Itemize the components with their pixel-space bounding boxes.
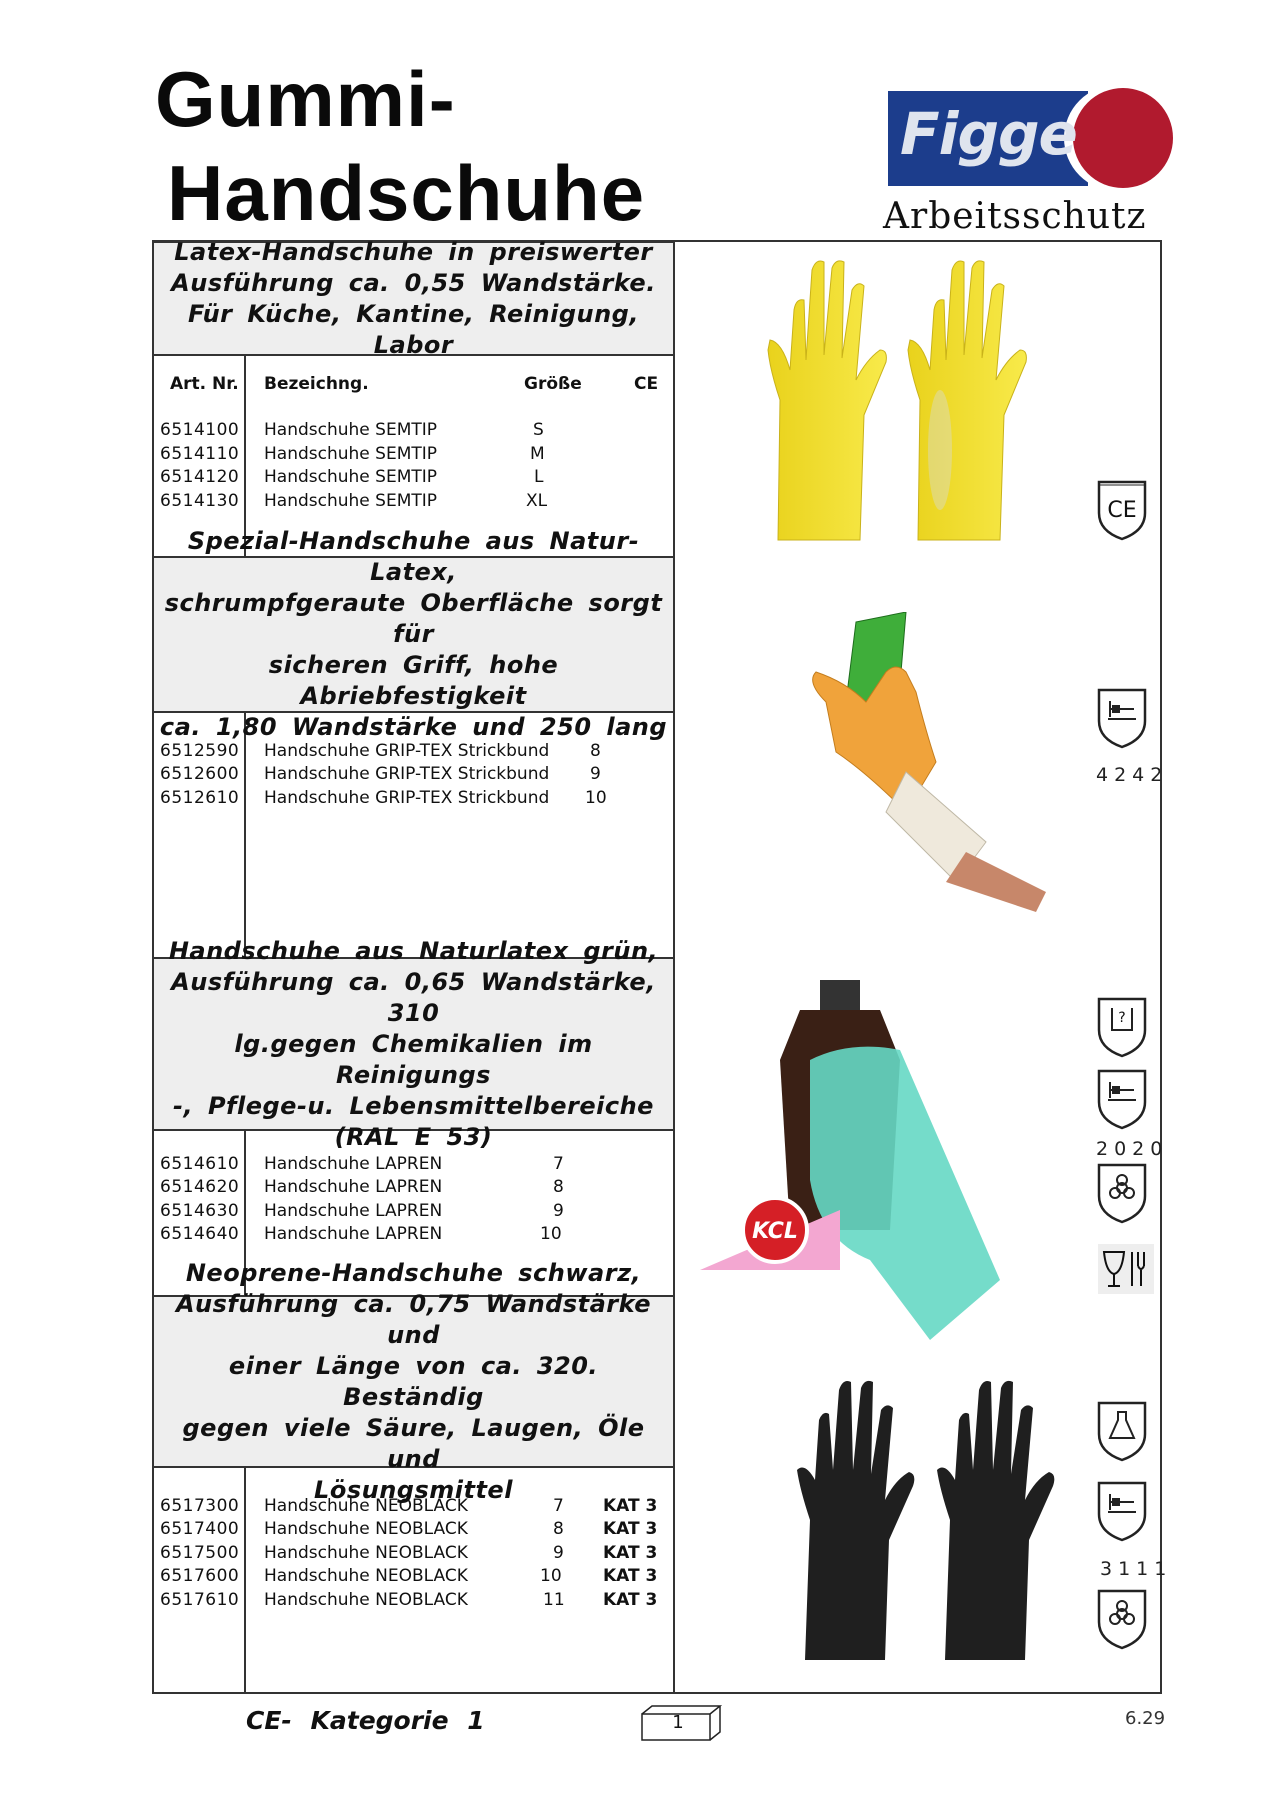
header-line: Ausführung ca. 0,55 Wandstärke.: [171, 268, 656, 297]
col-name: Bezeichng.: [264, 374, 369, 394]
lapren-glove-image: [700, 980, 1020, 1340]
table-row: 6517600 Handschuhe NEOBLACK 10 KAT 3: [160, 1566, 658, 1586]
mechanical-hazard-icon: [1096, 687, 1148, 749]
logo-brand: Figge: [900, 100, 1077, 168]
page-title: [155, 52, 645, 240]
section-header-griptex: [154, 527, 673, 741]
table-row: 6514640 Handschuhe LAPREN 10: [160, 1224, 562, 1244]
col-ce: CE: [634, 374, 659, 394]
table-row: 6514610 Handschuhe LAPREN 7: [160, 1154, 564, 1174]
table-row: 6512600 Handschuhe GRIP-TEX Strickbund 9: [160, 764, 601, 784]
header-line: schrumpfgeraute Oberfläche sorgt für: [164, 589, 663, 648]
biohazard-icon: [1096, 1162, 1148, 1224]
header-line: -, Pflege-u. Lebensmittelbereiche: [173, 1091, 654, 1120]
ce-category-label: CE- Kategorie 1: [246, 1706, 485, 1735]
header-line: Latex-Handschuhe in preiswerter: [174, 237, 653, 266]
section-header-neoblack: [154, 1258, 673, 1504]
col-art: Art. Nr.: [170, 374, 239, 394]
mechanical-hazard-icon: [1096, 1068, 1148, 1130]
header-line: Ausführung ca. 0,75 Wandstärke und: [175, 1289, 652, 1349]
header-line: Neoprene-Handschuhe schwarz,: [185, 1258, 642, 1287]
section-header-latex: [154, 237, 673, 359]
svg-text:?: ?: [1118, 1010, 1126, 1026]
svg-text:CE: CE: [1107, 498, 1137, 523]
hazard-code: 2020: [1096, 1138, 1169, 1160]
header-line: ca. 1,80 Wandstärke und 250 lang: [159, 713, 668, 741]
chemical-hazard-icon: [1096, 996, 1148, 1058]
page-number: 6.29: [1125, 1708, 1166, 1729]
hazard-code: 4242: [1096, 764, 1169, 786]
chemical-flask-icon: [1096, 1400, 1148, 1462]
logo-circle: [1073, 88, 1173, 188]
header-line: einer Länge von ca. 320. Beständig: [228, 1351, 599, 1411]
neoblack-gloves-image: [785, 1370, 1075, 1670]
header-line: Handschuhe aus Naturlatex grün,: [168, 936, 659, 965]
header-line: Ausführung ca. 0,65 Wandstärke, 310: [171, 967, 656, 1027]
table-row: 6517610 Handschuhe NEOBLACK 11 KAT 3: [160, 1590, 658, 1610]
title-line-2: Handschuhe: [167, 149, 646, 237]
mechanical-hazard-icon: [1096, 1480, 1148, 1542]
table-row: 6514120 Handschuhe SEMTIP L: [160, 467, 544, 487]
yellow-latex-gloves-image: [760, 250, 1060, 550]
header-line: Für Küche, Kantine, Reinigung, Labor: [188, 299, 639, 359]
table-row: 6514630 Handschuhe LAPREN 9: [160, 1201, 564, 1221]
title-line-1: Gummi-: [155, 55, 456, 143]
table-row: 6517300 Handschuhe NEOBLACK 7 KAT 3: [160, 1496, 658, 1516]
header-line: (RAL E 53): [334, 1122, 493, 1151]
logo-subtitle: Arbeitsschutz: [883, 196, 1147, 237]
biohazard-icon: [1096, 1588, 1148, 1650]
table-row: 6517500 Handschuhe NEOBLACK 9 KAT 3: [160, 1543, 658, 1563]
table-row: 6514620 Handschuhe LAPREN 8: [160, 1177, 564, 1197]
header-line: lg.gegen Chemikalien im Reinigungs: [234, 1029, 593, 1089]
header-line: sicheren Griff, hohe Abriebfestigkeit: [268, 651, 559, 710]
col-size: Größe: [524, 374, 582, 394]
table-row: 6512590 Handschuhe GRIP-TEX Strickbund 8: [160, 741, 601, 761]
griptex-glove-image: [806, 612, 1056, 912]
hazard-code: 3111: [1100, 1558, 1173, 1580]
table-row: 6514100 Handschuhe SEMTIP S: [160, 420, 544, 440]
page-box-number: 1: [672, 1712, 684, 1733]
header-line: gegen viele Säure, Laugen, Öle und: [182, 1413, 645, 1473]
table-row: 6514130 Handschuhe SEMTIP XL: [160, 491, 548, 511]
table-row: 6517400 Handschuhe NEOBLACK 8 KAT 3: [160, 1519, 658, 1539]
ce-shield-icon: [1096, 479, 1148, 541]
table-row: 6514110 Handschuhe SEMTIP M: [160, 444, 545, 464]
food-safe-icon: [1098, 1244, 1154, 1294]
kcl-badge: KCL: [752, 1219, 798, 1244]
section-header-lapren: [154, 936, 673, 1151]
table-row: 6512610 Handschuhe GRIP-TEX Strickbund 10: [160, 788, 607, 808]
header-line: Lösungsmittel: [314, 1475, 513, 1504]
header-line: Spezial-Handschuhe aus Natur-Latex,: [187, 527, 640, 586]
